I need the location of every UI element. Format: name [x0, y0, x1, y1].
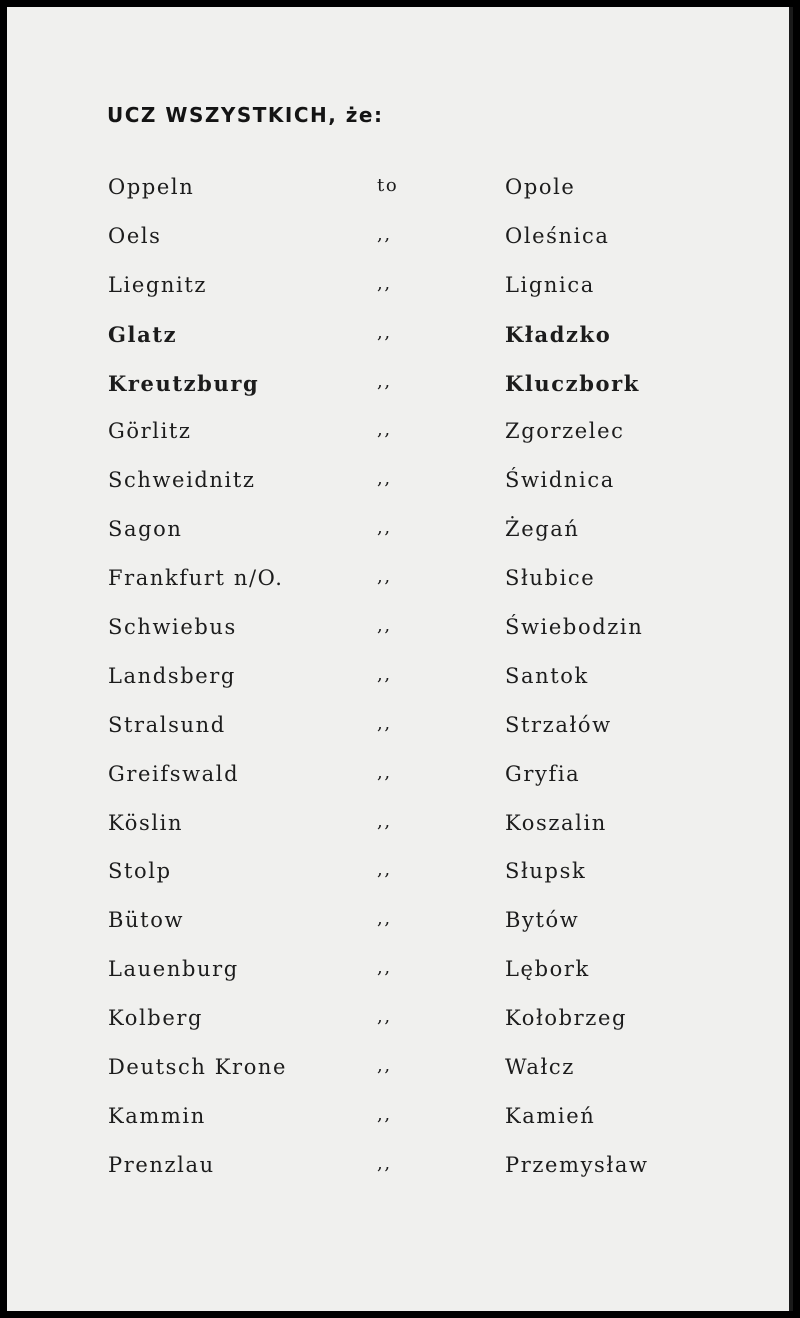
- polish-name: Lignica: [505, 272, 595, 297]
- german-name: Stralsund: [108, 712, 226, 737]
- separator: ,,: [377, 272, 392, 294]
- list-item: [7, 224, 793, 273]
- german-name: Bütow: [108, 908, 185, 933]
- polish-name: Przemysław: [505, 1152, 649, 1177]
- separator: ,,: [377, 957, 392, 979]
- separator: ,,: [377, 566, 392, 588]
- polish-name: Lębork: [505, 957, 590, 982]
- german-name: Prenzlau: [108, 1152, 215, 1177]
- list-item: [7, 1055, 793, 1104]
- polish-name: Wałcz: [505, 1055, 575, 1080]
- list-item: [7, 664, 793, 713]
- german-name: Köslin: [108, 810, 184, 835]
- list-item: [7, 811, 793, 860]
- place-name-list: [7, 175, 793, 1202]
- polish-name: Słupsk: [505, 859, 587, 884]
- list-item: [7, 1104, 793, 1153]
- german-name: Greifswald: [108, 761, 240, 786]
- list-item: [7, 273, 793, 322]
- polish-name: Bytów: [505, 908, 580, 933]
- polish-name: Gryfia: [505, 761, 581, 786]
- separator: ,,: [377, 1152, 392, 1174]
- separator: ,,: [377, 419, 392, 441]
- list-item: [7, 175, 793, 224]
- polish-name: Koszalin: [505, 810, 607, 835]
- polish-name: Kamień: [505, 1103, 596, 1128]
- list-item: [7, 419, 793, 468]
- list-item: [7, 371, 793, 420]
- separator: ,,: [377, 1103, 392, 1125]
- german-name: Lauenburg: [108, 957, 239, 982]
- separator: ,,: [377, 761, 392, 783]
- list-item: [7, 908, 793, 957]
- page-heading: UCZ WSZYSTKICH, że:: [107, 103, 384, 127]
- polish-name: Kładzko: [505, 321, 612, 347]
- list-item: [7, 713, 793, 762]
- german-name: Frankfurt n/O.: [108, 566, 284, 591]
- separator: ,,: [377, 615, 392, 637]
- separator: ,,: [377, 1055, 392, 1077]
- separator: ,,: [377, 370, 392, 392]
- list-item: [7, 566, 793, 615]
- separator: ,,: [377, 468, 392, 490]
- german-name: Kreutzburg: [108, 370, 260, 396]
- separator: ,,: [377, 810, 392, 832]
- document-page: [7, 7, 793, 1311]
- german-name: Sagon: [108, 517, 183, 542]
- german-name: Liegnitz: [108, 272, 208, 297]
- separator: ,,: [377, 223, 392, 245]
- separator: ,,: [377, 321, 392, 343]
- german-name: Deutsch Krone: [108, 1055, 288, 1080]
- polish-name: Strzałów: [505, 712, 612, 737]
- separator: ,,: [377, 517, 392, 539]
- list-item: [7, 957, 793, 1006]
- list-item: [7, 1006, 793, 1055]
- list-item: [7, 322, 793, 371]
- list-item: [7, 1153, 793, 1202]
- german-name: Glatz: [108, 321, 178, 347]
- polish-name: Opole: [505, 175, 576, 199]
- german-name: Kolberg: [108, 1006, 204, 1031]
- polish-name: Żegań: [505, 517, 580, 542]
- german-name: Oels: [108, 223, 162, 248]
- separator: ,,: [377, 712, 392, 734]
- polish-name: Kluczbork: [505, 370, 640, 396]
- list-item: [7, 517, 793, 566]
- polish-name: Świdnica: [505, 468, 615, 493]
- polish-name: Oleśnica: [505, 223, 610, 248]
- german-name: Schweidnitz: [108, 468, 256, 493]
- german-name: Görlitz: [108, 419, 192, 444]
- polish-name: Kołobrzeg: [505, 1006, 628, 1031]
- german-name: Schwiebus: [108, 615, 237, 640]
- separator: to: [377, 175, 399, 196]
- list-item: [7, 615, 793, 664]
- german-name: Landsberg: [108, 663, 236, 688]
- separator: ,,: [377, 908, 392, 930]
- separator: ,,: [377, 859, 392, 881]
- german-name: Kammin: [108, 1103, 206, 1128]
- german-name: Oppeln: [108, 175, 195, 199]
- separator: ,,: [377, 1006, 392, 1028]
- separator: ,,: [377, 663, 392, 685]
- list-item: [7, 762, 793, 811]
- polish-name: Santok: [505, 663, 589, 688]
- polish-name: Słubice: [505, 566, 596, 591]
- polish-name: Zgorzelec: [505, 419, 625, 444]
- list-item: [7, 859, 793, 908]
- german-name: Stolp: [108, 859, 172, 884]
- list-item: [7, 468, 793, 517]
- polish-name: Świebodzin: [505, 615, 644, 640]
